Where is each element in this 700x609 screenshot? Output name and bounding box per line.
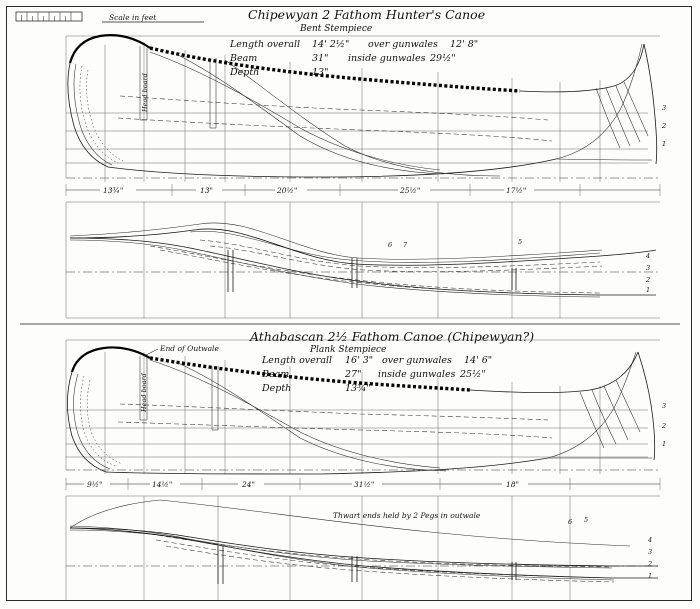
bottom-profile-mark-3: 3	[662, 402, 667, 410]
top-dim-4: 25½"	[400, 186, 421, 195]
bottom-spec-depth-label: Depth	[262, 383, 292, 394]
top-halfbreadth-mark-5: 5	[518, 238, 523, 246]
top-dim-3: 20½"	[277, 186, 298, 195]
bottom-halfbreadth-mark-6: 6	[568, 518, 573, 526]
top-spec-length-note-value: 12' 8"	[450, 39, 479, 50]
bottom-spec-length-note: over gunwales	[382, 355, 452, 366]
top-dim-2: 13"	[200, 186, 213, 195]
bottom-halfbreadth-mark-1: 1	[648, 572, 653, 580]
top-halfbreadth-view	[66, 202, 660, 318]
bottom-spec-length-label: Length overall	[262, 355, 333, 366]
bottom-headboard-label: Head board	[140, 373, 148, 412]
top-halfbreadth-mark-6: 6	[388, 241, 393, 249]
top-profile-mark-3: 3	[662, 104, 667, 112]
top-profile-mark-1: 1	[662, 140, 667, 148]
top-spec-depth-value: 13"	[312, 67, 329, 78]
bottom-spec-depth-value: 13¾"	[345, 383, 371, 394]
bottom-dim-4: 31½"	[354, 480, 375, 489]
top-plan-title: Chipewyan 2 Fathom Hunter's Canoe	[248, 7, 486, 22]
bottom-thwart-note-line1: Thwart ends held by 2 Pegs in outwale	[333, 511, 481, 520]
bottom-halfbreadth-view	[66, 496, 660, 600]
top-spec-beam-note-value: 29½"	[430, 53, 456, 64]
bottom-halfbreadth-mark-4: 4	[648, 536, 653, 544]
top-halfbreadth-mark-7: 7	[403, 241, 408, 249]
bottom-dim-1: 9½"	[87, 480, 103, 489]
top-halfbreadth-mark-1: 1	[646, 286, 651, 294]
bottom-spec-length-value: 16' 3"	[345, 355, 374, 366]
top-spec-beam-note: inside gunwales	[348, 53, 426, 64]
scale-label: Scale in feet	[109, 13, 157, 22]
top-dim-5: 17½"	[506, 186, 527, 195]
top-spec-beam-label: Beam	[230, 53, 258, 64]
bottom-profile-mark-2: 2	[662, 422, 667, 430]
bottom-spec-length-note-value: 14' 6"	[464, 355, 493, 366]
top-spec-length-note: over gunwales	[368, 39, 438, 50]
top-spec-length-label: Length overall	[230, 39, 301, 50]
bottom-dimension-strip	[66, 478, 660, 490]
bottom-halfbreadth-mark-3: 3	[648, 548, 653, 556]
bottom-halfbreadth-mark-5: 5	[584, 516, 589, 524]
bottom-spec-beam-label: Beam	[262, 369, 290, 380]
top-halfbreadth-mark-2: 2	[646, 276, 651, 284]
top-dimension-strip	[66, 184, 660, 196]
top-spec-beam-value: 31"	[312, 53, 329, 64]
top-headboard-label: Head board	[141, 73, 149, 112]
bottom-plan-title: Athabascan 2½ Fathom Canoe (Chipewyan?)	[250, 329, 535, 344]
bottom-profile-mark-1: 1	[662, 440, 667, 448]
top-halfbreadth-mark-4: 4	[646, 252, 651, 260]
top-profile-mark-2: 2	[662, 122, 667, 130]
top-spec-length-value: 14' 2½"	[312, 39, 350, 50]
bottom-halfbreadth-mark-2: 2	[648, 560, 653, 568]
bottom-spec-beam-note-value: 25½"	[460, 369, 486, 380]
bottom-plan-subtitle: Plank Stempiece	[310, 345, 387, 355]
bottom-spec-beam-note: inside gunwales	[378, 369, 456, 380]
bottom-spec-beam-value: 27"	[345, 369, 362, 380]
bottom-dim-3: 24"	[242, 480, 255, 489]
top-halfbreadth-mark-3: 3	[646, 264, 651, 272]
bottom-dim-2: 14½"	[152, 480, 173, 489]
bottom-dim-5: 18"	[506, 480, 519, 489]
top-plan-subtitle: Bent Stempiece	[300, 24, 373, 34]
bottom-end-of-outwale-label: End of Outwale	[160, 344, 219, 353]
top-dim-1: 13¾"	[103, 186, 124, 195]
top-spec-depth-label: Depth	[230, 67, 260, 78]
